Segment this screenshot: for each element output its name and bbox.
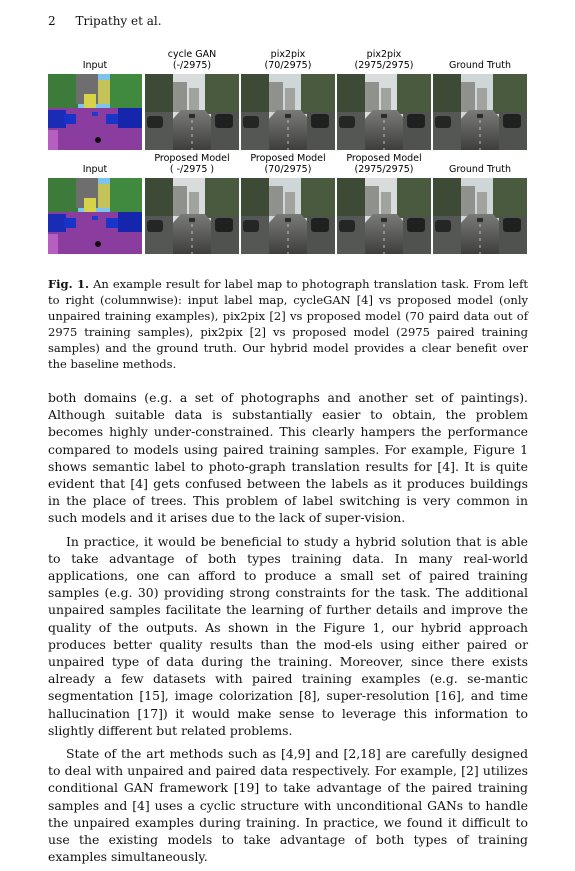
panel-label: Proposed Model (2975/2975) [346,153,422,175]
panel-label: cycle GAN (-/2975) [167,49,217,71]
label-map-image [48,74,142,150]
panel-label: Ground Truth [448,60,512,71]
street-photo-image [241,74,335,150]
body-text [48,389,528,871]
street-photo-image [433,74,527,150]
street-photo-image [145,178,239,254]
street-photo-image [241,178,335,254]
panel-label: Proposed Model (70/2975) [250,153,326,175]
panel-label: Ground Truth [448,164,512,175]
caption-label: Fig. 1. [48,277,90,291]
label-map-image [48,178,142,254]
street-photo-image [337,74,431,150]
street-photo-image [433,178,527,254]
page-header [48,14,527,28]
street-photo-image [337,178,431,254]
panel-label: Proposed Model ( -/2975 ) [154,153,230,175]
panel-label: pix2pix (2975/2975) [354,49,414,71]
running-authors: Tripathy et al. [75,14,162,28]
paragraph: In practice, it would be beneficial to study a hybrid solution that is able to take advantage of both types training data. In many real-world applications, one can afford to produce a small set of paired training samples (e.g. 30) providing strong constraints for the task. The additional unpaired samples facilitate the learning of further details and improve the quality of the outputs. As shown in the Figure 1, our hybrid approach produces better quality results than the mod-els using either paired or unpaired type of data during the training. Moreover, since there exists already a few datasets with paired training examples (e.g. se-mantic segmentation [15], image colorization [8], super-resolution [16], and time hallucination [17]) it would make sense to leverage this information to slightly different but related problems. [48,533,528,738]
panel-label: Input [82,60,108,71]
street-photo-image [145,74,239,150]
figure-caption [48,276,528,372]
page-number: 2 [48,14,56,28]
paragraph: both domains (e.g. a set of photographs and another set of paintings). Although suitable data is substantially easier to obtain, the problem becomes highly under-constrained. This clearly hampers the performance compared to models using paired training samples. For example, Figure 1 shows semantic label to photo-graph translation results for [4]. It is quite evident that [4] gets confused between the labels as it produces buildings in the place of trees. This problem of label switching is very common in such models and it arises due to the lack of super-vision. [48,390,528,526]
caption-text: An example result for label map to photograph translation task. From left to right (columnwise): input label map, cycleGAN [4] vs proposed model (only unpaired training examples), pix2pix [2] vs proposed model (70 paird data out of 2975 training samples), pix2pix [2] vs proposed model (2975 paired training samples) and the ground truth. Our hybrid model provides a clear benefit over the baseline methods. [48,277,528,371]
panel-label: Input [82,164,108,175]
panel-label: pix2pix (70/2975) [264,49,312,71]
paragraph: State of the art methods such as [4,9] and [2,18] are carefully designed to deal with unpaired and paired data respectively. For example, [2] utilizes conditional GAN framework [19] to take advantage of the paired training samples and [4] uses a cyclic structure with unconditional GANs to handle the unpaired examples during training. In practice, we found it difficult to use the existing models to take advantage of both types of training examples simultaneously. [48,746,528,865]
